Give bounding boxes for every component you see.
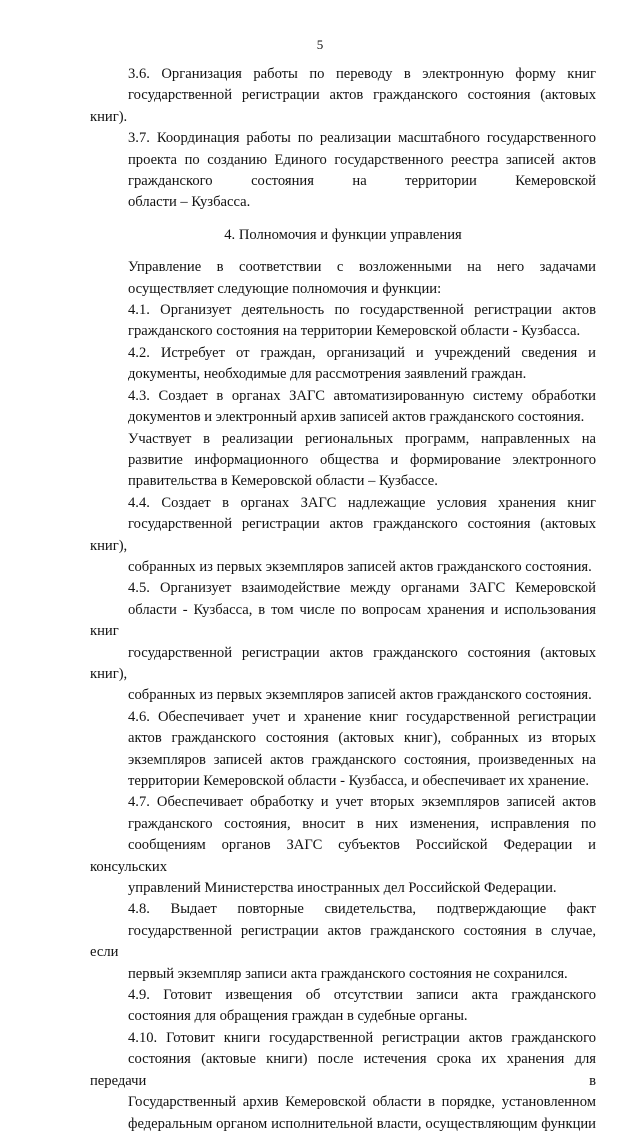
text-line: состояния для обращения граждан в судебные органы. bbox=[128, 1008, 468, 1025]
text-line: документов и электронный архив записей актов гражданского состояния. bbox=[128, 409, 585, 426]
text-line: гражданского состояния, вносит в них изменения, исправления по bbox=[128, 815, 596, 832]
text-line: проекта по созданию Единого государственного реестра записей актов bbox=[128, 151, 596, 168]
paragraph-4-3 bbox=[90, 386, 596, 429]
paragraph-participates bbox=[90, 429, 596, 493]
paragraph-4-9 bbox=[90, 985, 596, 1028]
text-line: 4.1. Организует деятельность по государственной регистрации актов bbox=[128, 302, 596, 319]
text-line: 4.5. Организует взаимодействие между органами ЗАГС Кемеровской bbox=[128, 580, 596, 597]
text-line: развитие информационного общества и формирование электронного bbox=[128, 451, 596, 468]
text-line: первый экземпляр записи акта гражданского состояния не сохранился. bbox=[128, 965, 568, 982]
paragraph-4-4 bbox=[90, 493, 596, 579]
paragraph-4-8 bbox=[90, 899, 596, 985]
text-line: 4.6. Обеспечивает учет и хранение книг государственной регистрации bbox=[128, 708, 596, 725]
text-line: государственной регистрации актов гражданского состояния в случае, если bbox=[90, 922, 596, 961]
text-line: 4.8. Выдает повторные свидетельства, подтверждающие факт bbox=[128, 901, 596, 918]
text-line: области - Кузбасса, в том числе по вопросам хранения и использования книг bbox=[90, 601, 596, 640]
paragraph-4-6 bbox=[90, 707, 596, 793]
text-line: государственной регистрации актов гражданского состояния (актовых книг). bbox=[90, 87, 596, 125]
text-line: Государственный архив Кемеровской области в порядке, установленном bbox=[128, 1094, 596, 1111]
paragraph-4-1 bbox=[90, 300, 596, 343]
paragraph-4-7 bbox=[90, 792, 596, 899]
text-line: осуществляет следующие полномочия и функции: bbox=[128, 280, 442, 297]
section-heading: 4. Полномочия и функции управления bbox=[224, 226, 462, 243]
text-line: федеральным органом исполнительной власти, осуществляющим функции bbox=[128, 1115, 596, 1132]
text-line: 4.2. Истребует от граждан, организаций и учреждений сведения и bbox=[128, 344, 596, 361]
page-number: 5 bbox=[316, 37, 324, 52]
paragraph-4-5 bbox=[90, 578, 596, 706]
text-line: области – Кузбасса. bbox=[128, 194, 251, 211]
text-line: собранных из первых экземпляров записей актов гражданского состояния. bbox=[128, 687, 592, 704]
text-line: состояния (актовые книги) после истечения срока их хранения для передачи в bbox=[90, 1051, 596, 1089]
text-line: документы, необходимые для рассмотрения заявлений граждан. bbox=[128, 366, 527, 383]
paragraph-3-6 bbox=[90, 64, 596, 128]
text-line: управлений Министерства иностранных дел Российской Федерации. bbox=[128, 880, 557, 897]
text-line: сообщениям органов ЗАГС субъектов Российской Федерации и консульских bbox=[90, 837, 596, 875]
text-line: 4.9. Готовит извещения об отсутствии записи акта гражданского bbox=[128, 987, 596, 1004]
text-line: 4.10. Готовит книги государственной регистрации актов гражданского bbox=[128, 1029, 596, 1046]
text-line: Участвует в реализации региональных программ, направленных на bbox=[128, 430, 596, 447]
paragraph-intro bbox=[90, 257, 596, 300]
text-line: государственной регистрации актов гражданского состояния (актовых книг), bbox=[90, 644, 596, 682]
text-line: 3.7. Координация работы по реализации масштабного государственного bbox=[128, 130, 596, 147]
document-body bbox=[90, 64, 596, 1135]
text-line: 4.7. Обеспечивает обработку и учет вторых экземпляров записей актов bbox=[128, 794, 596, 811]
text-line: гражданского состояния на территории Кемеровской bbox=[128, 173, 596, 190]
paragraph-4-2 bbox=[90, 343, 596, 386]
paragraph-3-7 bbox=[90, 128, 596, 214]
text-line: экземпляров записей актов гражданского состояния, произведенных на bbox=[128, 751, 596, 768]
text-line: 4.4. Создает в органах ЗАГС надлежащие условия хранения книг bbox=[128, 494, 596, 511]
paragraph-4-10 bbox=[90, 1028, 596, 1135]
text-line: территории Кемеровской области - Кузбасса, и обеспечивает их хранение. bbox=[128, 773, 590, 789]
text-line: Управление в соответствии с возложенными на него задачами bbox=[128, 259, 596, 276]
text-line: актов гражданского состояния (актовых книг), собранных из вторых bbox=[128, 730, 596, 747]
text-line: 3.6. Организация работы по переводу в электронную форму книг bbox=[128, 66, 596, 82]
text-line: гражданского состояния на территории Кемеровской области - Кузбасса. bbox=[128, 323, 581, 340]
text-line: государственной регистрации актов гражданского состояния (актовых книг), bbox=[90, 516, 596, 554]
text-line: 4.3. Создает в органах ЗАГС автоматизированную систему обработки bbox=[128, 387, 596, 404]
text-line: правительства в Кемеровской области – Кузбассе. bbox=[128, 473, 438, 490]
text-line: собранных из первых экземпляров записей актов гражданского состояния. bbox=[128, 558, 592, 575]
